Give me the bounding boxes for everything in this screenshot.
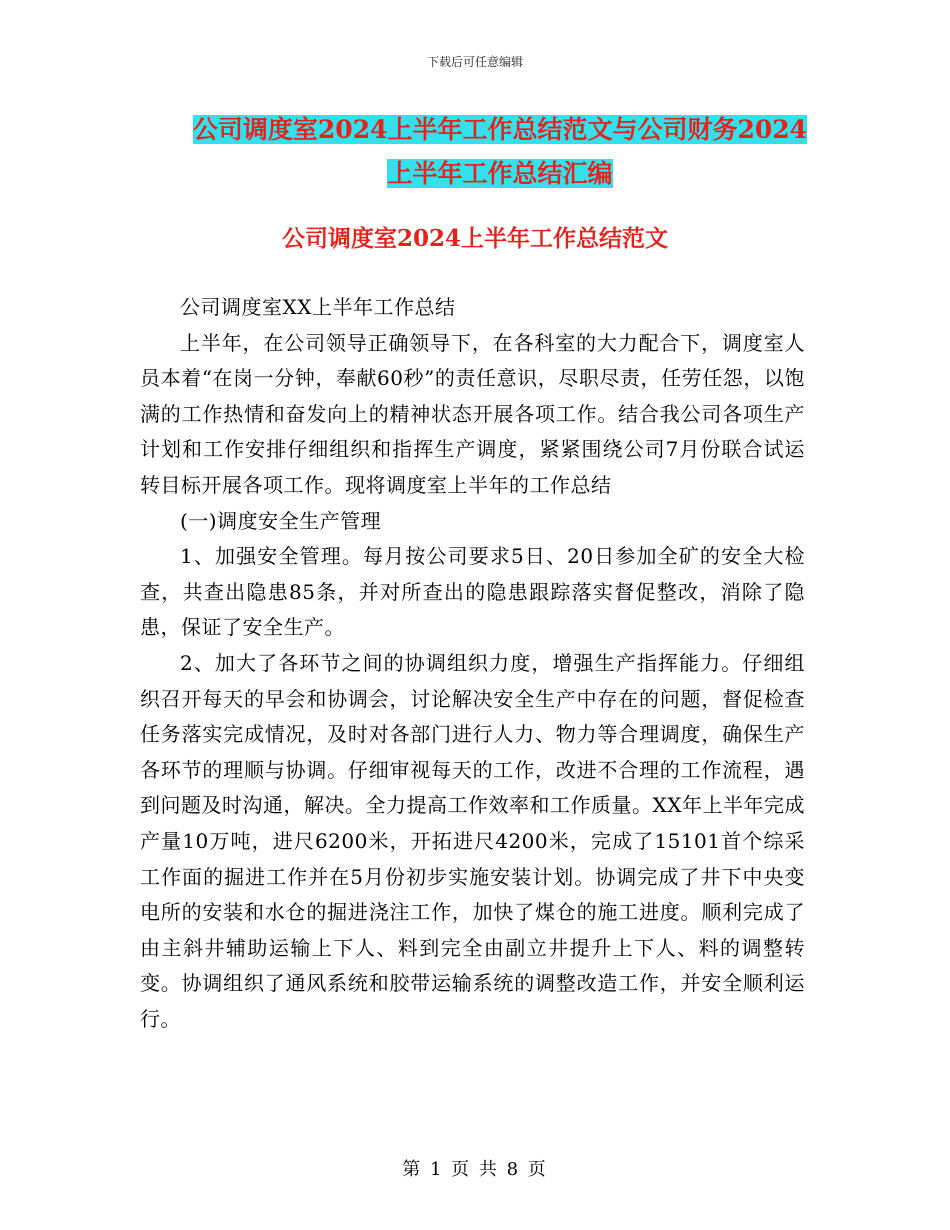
paragraph-heading: 公司调度室XX上半年工作总结 (180, 295, 456, 319)
page-header-note: 下载后可任意编辑 (426, 55, 523, 69)
paragraph-intro: 上半年，在公司领导正确领导下，在各科室的大力配合下，调度室人员本着“在岗一分钟，奉献60秒”的责任意识，尽职尽责，任劳任怨，以饱满的工作热情和奋发向上的精神状态开展各项工作。结合我公司各项生产计划和工作安排仔细组织和指挥生产调度，紧紧围绕公司7月份联合试运转目标开展各项工作。现将调度室上半年的工作总结 (140, 330, 805, 497)
paragraph-item-2: 2、加大了各环节之间的协调组织力度，增强生产指挥能力。仔细组织召开每天的早会和协调会，讨论解决安全生产中存在的问题，督促检查任务落实完成情况，及时对各部门进行人力、物力等合理调度，确保生产各环节的理顺与协调。仔细审视每天的工作，改进不合理的工作流程，遇到问题及时沟通，解决。全力提高工作效率和工作质量。XX年上半年完成产量10万吨，进尺6200米，开拓进尺4200米，完成了15101首个综采工作面的掘进工作并在5月份初步实施安装计划。协调完成了井下中央变电所的安装和水仓的掘进浇注工作，加快了煤仓的施工进度。顺利完成了由主斜井辅助运输上下人、料到完全由副立井提升上下人、料的调整转变。协调组织了通风系统和胶带运输系统的调整改造工作，并安全顺利运行。 (140, 650, 805, 1031)
document-title (140, 108, 860, 196)
paragraph-item-1: 1、加强安全管理。每月按公司要求5日、20日参加全矿的安全大检查，共查出隐患85条，并对所查出的隐患跟踪落实督促整改，消除了隐患，保证了安全生产。 (140, 544, 805, 640)
document-body (140, 290, 805, 1037)
paragraph-subheading: (一)调度安全生产管理 (180, 508, 382, 533)
section-title: 公司调度室2024上半年工作总结范文 (281, 225, 668, 252)
page-number: 第 1 页 共 8 页 (402, 1159, 548, 1180)
title-line-1: 公司调度室2024上半年工作总结范文与公司财务2024 (192, 115, 808, 144)
title-line-2: 上半年工作总结汇编 (387, 159, 613, 188)
